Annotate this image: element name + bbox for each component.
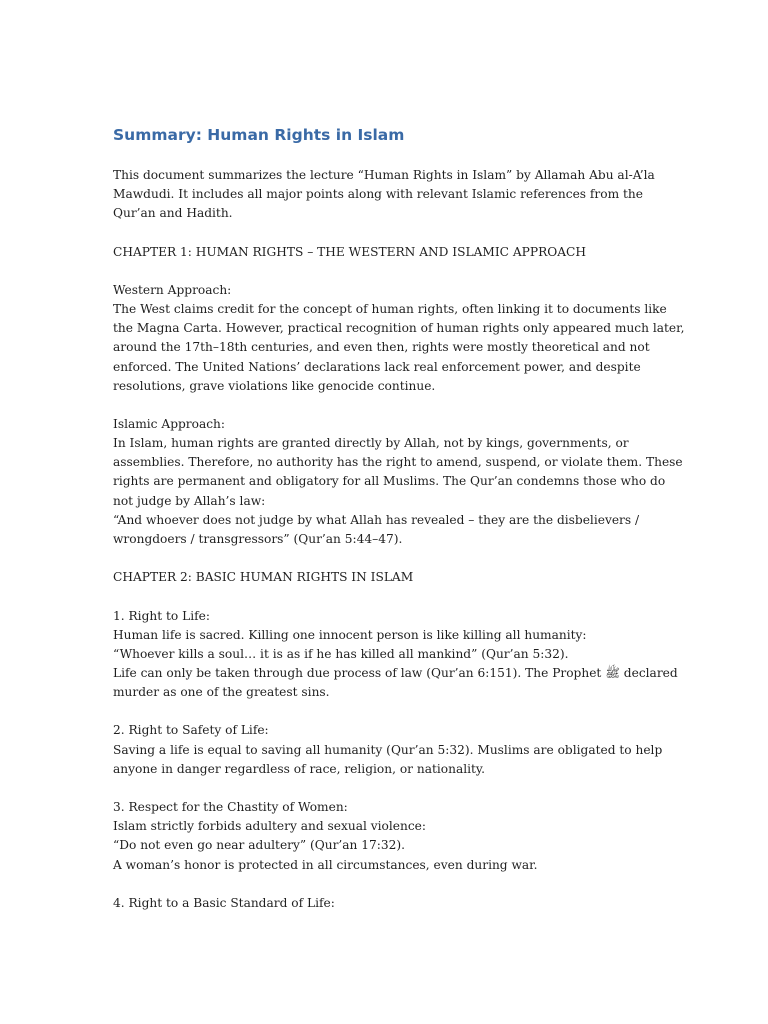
- text-line: the Magna Carta. However, practical recognition of human rights only appeared much later,: [113, 321, 685, 336]
- text-line: Human life is sacred. Killing one innocent person is like killing all humanity:: [113, 627, 587, 642]
- paragraph: [113, 568, 658, 587]
- text-line: The West claims credit for the concept of human rights, often linking it to documents like: [113, 302, 667, 317]
- document-body: [113, 123, 685, 932]
- text-line: 3. Respect for the Chastity of Women:: [113, 800, 348, 815]
- text-line: wrongdoers / transgressors” (Qur’an 5:44–47).: [113, 531, 403, 546]
- text-line: CHAPTER 2: BASIC HUMAN RIGHTS IN ISLAM: [113, 570, 414, 585]
- text-line: This document summarizes the lecture “Human Rights in Islam” by Allamah Abu al-A’la: [113, 168, 655, 182]
- text-line: enforced. The United Nations’ declarations lack real enforcement power, and despite: [113, 359, 641, 374]
- text-line: In Islam, human rights are granted directly by Allah, not by kings, governments, or: [113, 436, 629, 451]
- text-line: around the 17th–18th centuries, and even then, rights were mostly theoretical and not: [113, 340, 650, 355]
- text-line: A woman’s honor is protected in all circumstances, even during war.: [113, 857, 538, 872]
- text-line: murder as one of the greatest sins.: [113, 685, 330, 700]
- text-line: Western Approach:: [113, 282, 232, 297]
- text-line: not judge by Allah’s law:: [113, 493, 266, 508]
- text-line: Qur’an and Hadith.: [113, 206, 233, 221]
- text-line: Saving a life is equal to saving all humanity (Qur’an 5:32). Muslims are obligated to help: [113, 742, 663, 757]
- text-line: anyone in danger regardless of race, religion, or nationality.: [113, 761, 486, 776]
- paragraph: [113, 415, 683, 549]
- text-line: 2. Right to Safety of Life:: [113, 723, 269, 738]
- paragraph: [113, 243, 658, 262]
- text-line: Mawdudi. It includes all major points along with relevant Islamic references from the: [113, 187, 643, 202]
- text-line: Islamic Approach:: [113, 416, 226, 431]
- text-line: resolutions, grave violations like genocide continue.: [113, 378, 436, 393]
- text-line: 4. Right to a Basic Standard of Life:: [113, 895, 335, 910]
- paragraph: [113, 721, 663, 778]
- document-title: Summary: Human Rights in Islam: [113, 126, 405, 144]
- text-line: 1. Right to Life:: [113, 608, 210, 623]
- paragraph: [113, 894, 658, 913]
- text-line: Islam strictly forbids adultery and sexual violence:: [113, 819, 426, 834]
- paragraph: [113, 281, 685, 396]
- text-line: Life can only be taken through due process of law (Qur’an 6:151). The Prophet ﷺ declared: [113, 665, 678, 680]
- paragraph: [113, 798, 658, 875]
- paragraph: [113, 607, 678, 703]
- paragraph-list: [113, 166, 685, 913]
- paragraph: [113, 166, 658, 223]
- text-line: “Whoever kills a soul… it is as if he has killed all mankind” (Qur’an 5:32).: [113, 646, 569, 661]
- text-line: “Do not even go near adultery” (Qur’an 17:32).: [113, 838, 406, 853]
- text-line: CHAPTER 1: HUMAN RIGHTS – THE WESTERN AND ISLAMIC APPROACH: [113, 244, 586, 259]
- text-line: “And whoever does not judge by what Allah has revealed – they are the disbelievers /: [113, 512, 640, 527]
- text-line: assemblies. Therefore, no authority has the right to amend, suspend, or violate them. These: [113, 455, 683, 470]
- text-line: rights are permanent and obligatory for all Muslims. The Qur’an condemns those who do: [113, 474, 666, 489]
